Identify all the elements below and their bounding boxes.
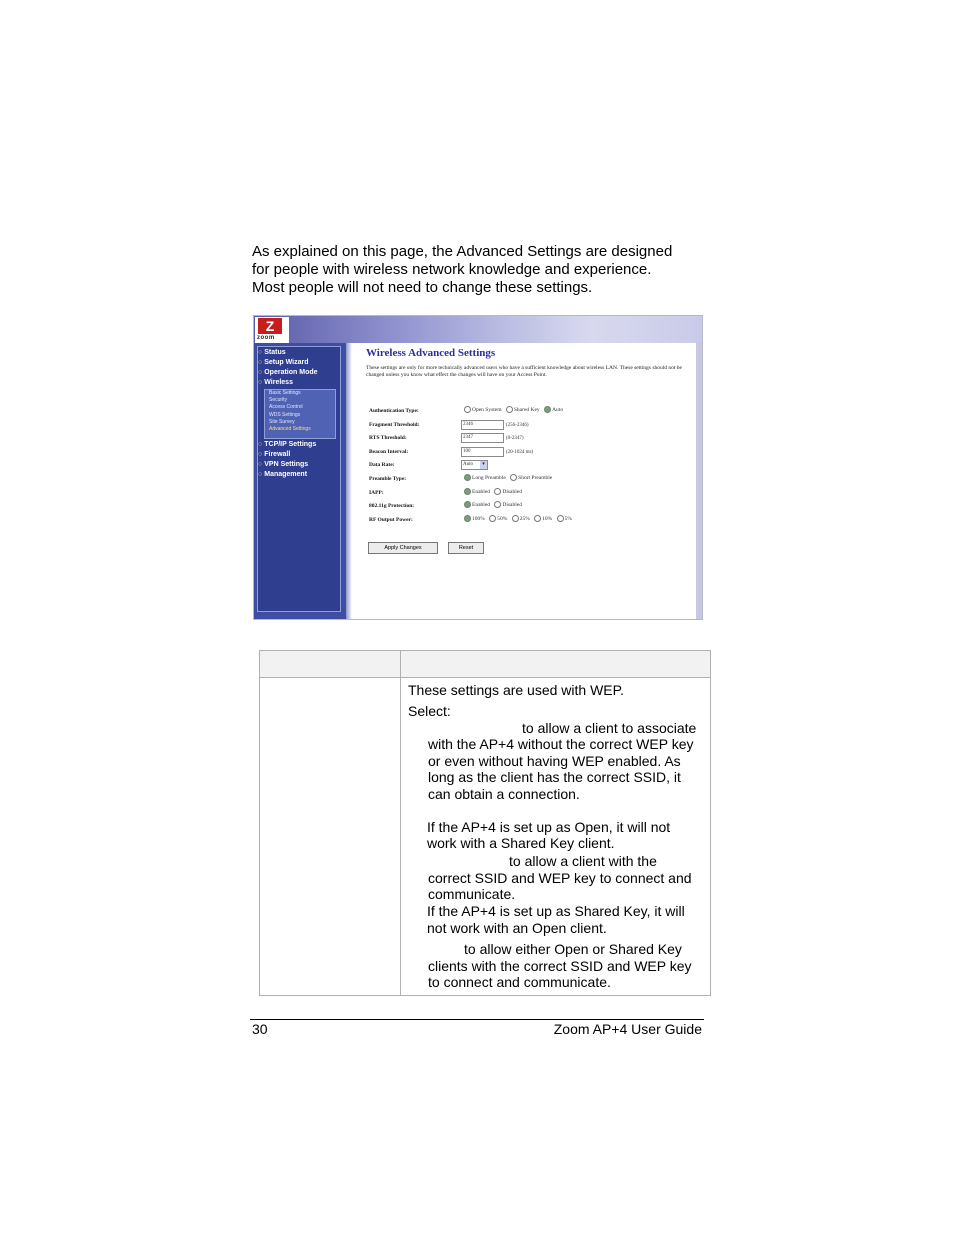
radio-label: 25% xyxy=(519,515,530,522)
zoom-logo-mark: Z xyxy=(258,318,282,334)
bullet-icon: ○ xyxy=(258,379,263,386)
field-label: Authentication Type: xyxy=(369,408,419,414)
beacon-interval-input[interactable]: 100 xyxy=(461,447,504,457)
radio-iapp-disabled[interactable] xyxy=(494,488,501,495)
subnav-wds-settings[interactable]: WDS Settings xyxy=(269,411,301,418)
radio-short-preamble[interactable] xyxy=(510,474,517,481)
zoom-logo-text: zoom xyxy=(257,335,275,341)
nav-item-wireless[interactable]: ○ Wireless xyxy=(258,379,293,386)
radio-protection-disabled[interactable] xyxy=(494,501,501,508)
radio-label: Open System xyxy=(472,406,502,413)
intro-line: for people with wireless network knowledge and experience. xyxy=(252,261,652,278)
subnav-security[interactable]: Security xyxy=(269,397,288,404)
data-rate-row xyxy=(366,460,686,474)
iapp-row xyxy=(366,488,686,502)
bullet-icon: ○ xyxy=(258,369,263,376)
nav-item-status[interactable]: ○ Status xyxy=(258,349,286,356)
auth-type-row xyxy=(366,406,686,420)
radio-label: Shared Key xyxy=(513,406,540,413)
nav-item-tcpip-settings[interactable]: ○ TCP/IP Settings xyxy=(258,441,317,448)
reset-button[interactable]: Reset xyxy=(448,542,484,554)
radio-label: Enabled xyxy=(472,488,491,495)
table-text-line: long as the client has the correct SSID, it xyxy=(428,769,681,785)
column-divider xyxy=(400,650,401,996)
table-text-line: Select: xyxy=(408,703,451,719)
table-text-line: clients with the correct SSID and WEP key xyxy=(428,958,692,974)
field-label: Fragment Threshold: xyxy=(369,421,420,428)
advanced-settings-screenshot xyxy=(253,315,703,620)
radio-shared-key[interactable] xyxy=(506,406,513,413)
rf-output-power-row xyxy=(366,515,686,529)
range-hint: (0-2347) xyxy=(506,436,524,442)
header-banner xyxy=(254,316,702,343)
bullet-icon: ○ xyxy=(258,451,263,458)
range-hint: (256-2346) xyxy=(506,422,529,428)
nav-item-management[interactable]: ○ Management xyxy=(258,471,308,478)
settings-form xyxy=(366,406,686,528)
wireless-submenu xyxy=(264,389,336,439)
bullet-icon: ○ xyxy=(258,441,263,448)
radio-power-5[interactable] xyxy=(557,515,564,522)
radio-iapp-enabled[interactable] xyxy=(464,488,471,495)
sidebar-shadow xyxy=(346,343,352,619)
radio-label: Short Preamble xyxy=(518,474,553,481)
radio-auto[interactable] xyxy=(544,406,551,413)
table-text-line: to allow either Open or Shared Key xyxy=(464,941,682,957)
radio-label: 50% xyxy=(497,515,508,522)
bullet-icon: ○ xyxy=(258,471,263,478)
table-text-line: with the AP+4 without the correct WEP key xyxy=(428,736,694,752)
settings-main xyxy=(366,344,691,379)
intro-line: Most people will not need to change these settings. xyxy=(252,279,593,296)
chevron-down-icon: ▾ xyxy=(480,461,487,469)
footer-rule xyxy=(250,1019,704,1020)
radio-label: Auto xyxy=(552,406,564,413)
field-label: Data Rate: xyxy=(369,462,395,469)
radio-label: 10% xyxy=(542,515,553,522)
radio-power-10[interactable] xyxy=(534,515,541,522)
field-label: RTS Threshold: xyxy=(369,435,407,442)
data-rate-select[interactable] xyxy=(461,460,488,470)
beacon-interval-row xyxy=(366,447,686,461)
zoom-logo xyxy=(255,317,289,343)
table-text-line: If the AP+4 is set up as Shared Key, it will xyxy=(427,903,685,919)
table-text-line: correct SSID and WEP key to connect and xyxy=(428,870,692,886)
radio-power-50[interactable] xyxy=(489,515,496,522)
protection-row xyxy=(366,501,686,515)
rts-threshold-row xyxy=(366,433,686,447)
table-text-line: or even without having WEP enabled. As xyxy=(428,753,681,769)
radio-label: Disabled xyxy=(502,501,522,508)
table-text-line: to allow a client with the xyxy=(509,853,657,869)
right-edge-bar xyxy=(696,343,702,619)
page-description: These settings are only for more technically advanced users who have a sufficient knowledge about wireless LAN. These settings should not be changed unless you know what effect the changes will have on your Access Point. xyxy=(366,365,682,378)
radio-label: 100% xyxy=(472,515,485,522)
field-label: IAPP: xyxy=(369,489,384,496)
radio-label: Enabled xyxy=(472,501,491,508)
table-text-line: to allow a client to associate xyxy=(522,720,697,736)
nav-item-operation-mode[interactable]: ○ Operation Mode xyxy=(258,369,318,376)
form-buttons xyxy=(368,536,490,554)
radio-power-25[interactable] xyxy=(512,515,519,522)
radio-power-100[interactable] xyxy=(464,515,471,522)
range-hint: (20-1024 ms) xyxy=(506,450,534,456)
bullet-icon: ○ xyxy=(258,461,263,468)
radio-protection-enabled[interactable] xyxy=(464,501,471,508)
field-label: RF Output Power: xyxy=(369,516,413,523)
subnav-basic-settings[interactable]: Basic Settings xyxy=(269,390,301,396)
subnav-access-control[interactable]: Access Control xyxy=(269,404,303,411)
table-text-line: can obtain a connection. xyxy=(428,786,580,802)
apply-changes-button[interactable]: Apply Changes xyxy=(368,542,438,554)
nav-item-firewall[interactable]: ○ Firewall xyxy=(258,451,291,458)
settings-table xyxy=(259,650,711,996)
fragment-threshold-input[interactable]: 2346 xyxy=(461,420,504,430)
radio-label: Disabled xyxy=(502,488,522,495)
rts-threshold-input[interactable]: 2347 xyxy=(461,433,504,443)
intro-line: As explained on this page, the Advanced Settings are designed xyxy=(252,243,673,260)
field-label: Beacon Interval: xyxy=(369,448,409,455)
intro-paragraph xyxy=(252,243,722,297)
radio-label: 5% xyxy=(564,515,572,522)
field-label: Preamble Type: xyxy=(369,475,407,482)
fragment-threshold-row xyxy=(366,420,686,434)
table-text-line: not work with an Open client. xyxy=(427,920,607,936)
nav-item-setup-wizard[interactable]: ○ Setup Wizard xyxy=(258,359,309,366)
table-text-line: communicate. xyxy=(428,886,516,902)
guide-title: Zoom AP+4 User Guide xyxy=(553,1021,702,1037)
subnav-site-survey[interactable]: Site Survey xyxy=(269,418,295,425)
radio-open-system[interactable] xyxy=(464,406,471,413)
select-value: Auto xyxy=(463,462,473,468)
table-text-line: to connect and communicate. xyxy=(428,974,611,990)
table-header-row xyxy=(259,650,711,678)
bullet-icon: ○ xyxy=(258,359,263,366)
table-text-line: work with a Shared Key client. xyxy=(427,835,615,851)
nav-item-vpn-settings[interactable]: ○ VPN Settings xyxy=(258,461,309,468)
page-number: 30 xyxy=(252,1021,268,1037)
field-label: 802.11g Protection: xyxy=(369,503,415,510)
radio-label: Long Preamble xyxy=(472,474,506,481)
radio-long-preamble[interactable] xyxy=(464,474,471,481)
subnav-advanced-settings[interactable]: Advanced Settings xyxy=(269,426,311,433)
table-text-line: If the AP+4 is set up as Open, it will not xyxy=(427,819,671,835)
bullet-icon: ○ xyxy=(258,349,263,356)
table-text-line: These settings are used with WEP. xyxy=(408,682,625,698)
preamble-type-row xyxy=(366,474,686,488)
page-title: Wireless Advanced Settings xyxy=(366,347,496,359)
